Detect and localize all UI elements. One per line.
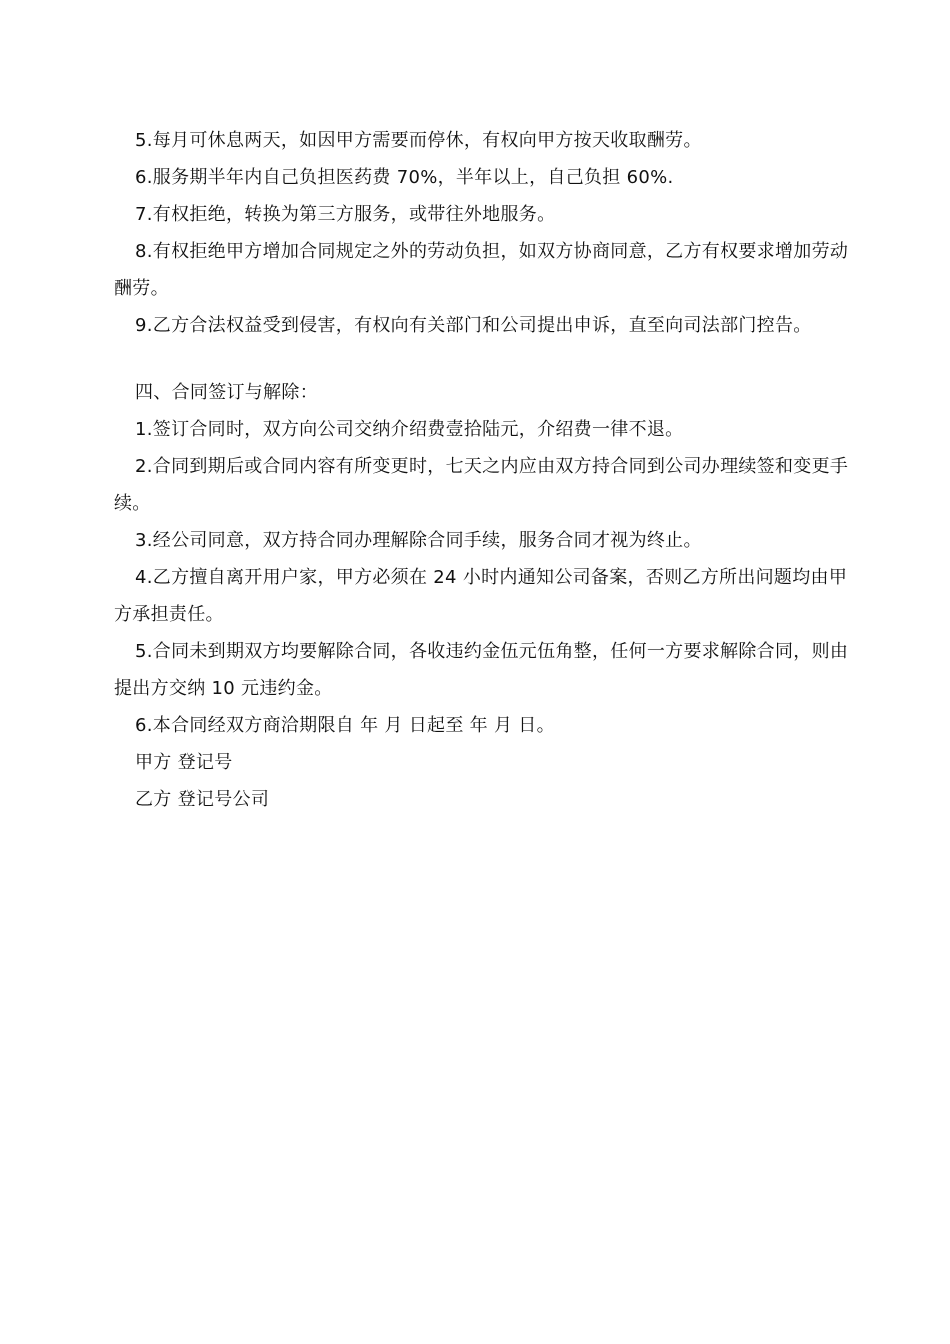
clause-3-5: 5.每月可休息两天，如因甲方需要而停休，有权向甲方按天收取酬劳。 <box>135 130 702 151</box>
clause-4-6: 6.本合同经双方商洽期限自 年 月 日起至 年 月 日。 <box>135 715 555 736</box>
party-b-signature: 乙方 登记号公司 <box>135 789 270 810</box>
clause-3-8: 8.有权拒绝甲方增加合同规定之外的劳动负担，如双方协商同意，乙方有权要求增加劳动酬劳。 <box>114 241 849 299</box>
clause-3-6: 6.服务期半年内自己负担医药费 70%，半年以上，自己负担 60%. <box>135 167 674 188</box>
document-body <box>114 122 850 818</box>
section-gap <box>114 344 850 374</box>
clause-4-3: 3.经公司同意，双方持合同办理解除合同手续，服务合同才视为终止。 <box>135 530 702 551</box>
clause-3-7: 7.有权拒绝，转换为第三方服务，或带往外地服务。 <box>135 204 556 225</box>
clause-4-1: 1.签订合同时，双方向公司交纳介绍费壹拾陆元，介绍费一律不退。 <box>135 419 684 440</box>
clause-4-5: 5.合同未到期双方均要解除合同，各收违约金伍元伍角整，任何一方要求解除合同，则由提出方交纳 10 元违约金。 <box>114 641 849 699</box>
clause-3-9: 9.乙方合法权益受到侵害，有权向有关部门和公司提出申诉，直至向司法部门控告。 <box>135 315 812 336</box>
clause-4-2: 2.合同到期后或合同内容有所变更时，七天之内应由双方持合同到公司办理续签和变更手续。 <box>114 456 849 514</box>
section-4-heading: 四、合同签订与解除： <box>135 382 318 403</box>
clause-4-4: 4.乙方擅自离开用户家，甲方必须在 24 小时内通知公司备案，否则乙方所出问题均由甲方承担责任。 <box>114 567 848 625</box>
party-a-signature: 甲方 登记号 <box>135 752 233 773</box>
